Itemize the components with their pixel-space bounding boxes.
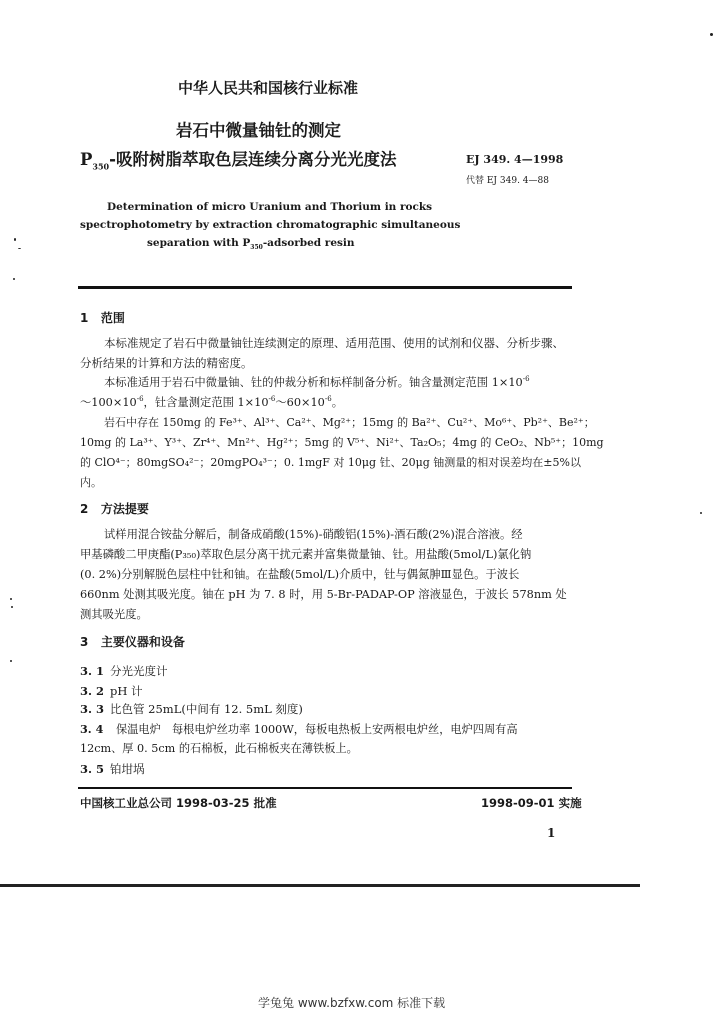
- section-2-number: 2: [80, 502, 89, 516]
- s1-p2-a: 本标准适用于岩石中微量铀、钍的仲裁分析和标样制备分析。铀含量测定范围 1×10: [104, 376, 523, 389]
- standard-code: EJ 349. 4—1998: [466, 153, 564, 166]
- section-2-heading: [80, 500, 149, 517]
- s1-p2-sup1: -6: [522, 375, 530, 384]
- watermark-text: 学兔兔 www.bzfxw.com 标准下载: [258, 996, 446, 1010]
- item-number: 3. 3: [80, 702, 105, 716]
- english-title-line-3-sub: 350: [250, 244, 263, 252]
- scan-speck: [13, 278, 15, 280]
- item-text: pH 计: [110, 684, 143, 698]
- section-3-number: 3: [80, 635, 89, 649]
- item-text: 保温电炉 每根电炉丝功率 1000W，每板电热板上安两根电炉丝，电炉四周有高: [116, 723, 518, 736]
- title-line-1: 岩石中微量铀钍的测定: [176, 121, 341, 140]
- section-2-line-2: 甲基磷酸二甲庚酯(P₃₅₀)萃取色层分离干扰元素并富集微量铀、钍。用盐酸(5mol/L)氯化钠: [80, 548, 532, 561]
- s1-p2-sup3: -6: [268, 395, 276, 404]
- org-standard-heading: 中华人民共和国核行业标准: [178, 79, 359, 97]
- scan-speck: [11, 606, 13, 608]
- section-3-item-1: [80, 661, 168, 681]
- english-title-line-2: spectrophotometry by extraction chromatographic simultaneous: [80, 219, 461, 231]
- section-1-paragraph-2-line-2: [80, 393, 343, 413]
- section-2-title: 方法提要: [100, 502, 149, 516]
- page-number: 1: [547, 826, 556, 840]
- section-3-item-4-continued: 12cm、厚 0. 5cm 的石棉板，此石棉板夹在薄铁板上。: [80, 742, 358, 755]
- item-text: 分光光度计: [110, 664, 168, 678]
- english-title-line-3: [147, 237, 355, 252]
- approval-line: 中国核工业总公司 1998-03-25 批准: [80, 796, 277, 810]
- replaces-code: 代替 EJ 349. 4—88: [466, 176, 549, 186]
- section-1-paragraph-3-line-1: 岩石中存在 150mg 的 Fe³⁺、Al³⁺、Ca²⁺、Mg²⁺；15mg 的 Ba²⁺、Cu²⁺、Mo⁶⁺、Pb²⁺、Be²⁺；: [104, 416, 595, 429]
- title-line-2-text: -吸附树脂萃取色层连续分离分光光度法: [109, 150, 397, 169]
- section-3-item-3: [80, 699, 303, 719]
- section-2-line-4: 660nm 处测其吸光度。铀在 pH 为 7. 8 时，用 5-Br-PADAP-OP 溶液显色，于波长 578nm 处: [80, 588, 567, 601]
- section-1-paragraph-2-line-1: [104, 373, 530, 393]
- item-text: 比色管 25mL(中间有 12. 5mL 刻度): [110, 702, 303, 716]
- item-number: 3. 1: [80, 664, 105, 678]
- title-p-letter: P: [80, 150, 93, 169]
- section-3-item-2: [80, 681, 143, 701]
- english-title-line-3-pre: separation with P: [147, 237, 251, 249]
- s1-p2-e: 。: [331, 396, 344, 409]
- s1-p2-b: ～100×10: [80, 396, 137, 409]
- section-1-paragraph-1: 本标准规定了岩石中微量铀钍连续测定的原理、适用范围、使用的试剂和仪器、分析步骤、分析结果的计算和方法的精密度。: [80, 336, 564, 370]
- section-1-paragraph-3-line-2: 10mg 的 La³⁺、Y³⁺、Zr⁴⁺、Mn²⁺、Hg²⁺；5mg 的 V⁵⁺、Ni²⁺、Ta₂O₅；4mg 的 CeO₂、Nb⁵⁺；10mg: [80, 436, 604, 449]
- section-2-line-5: 测其吸光度。: [80, 608, 148, 621]
- scan-speck: [710, 33, 713, 36]
- effective-line: 1998-09-01 实施: [481, 796, 582, 810]
- title-p-subscript: 350: [92, 161, 110, 172]
- item-number: 3. 5: [80, 762, 105, 776]
- english-title-line-3-post: -adsorbed resin: [262, 237, 355, 249]
- section-2-line-3: (0. 2%)分别解脱色层柱中钍和铀。在盐酸(5mol/L)介质中，钍与偶氮胂Ⅲ显色。于波长: [80, 568, 520, 581]
- item-number: 3. 4: [80, 722, 104, 736]
- item-text: 铂坩埚: [110, 762, 145, 776]
- s1-p2-sup4: -6: [324, 395, 332, 404]
- item-number: 3. 2: [80, 684, 105, 698]
- section-1-heading: [80, 309, 125, 326]
- scan-speck: [700, 512, 702, 514]
- scan-speck: [14, 238, 16, 241]
- scan-speck: [10, 660, 12, 662]
- section-3-item-4: [80, 719, 518, 740]
- section-3-item-5: [80, 759, 145, 779]
- title-line-2: [80, 146, 396, 170]
- s1-p2-d: ～60×10: [275, 396, 325, 409]
- section-3-heading: [80, 633, 185, 650]
- footer-divider: [78, 787, 572, 789]
- scan-speck: [10, 598, 12, 600]
- section-1-title: 范围: [100, 311, 125, 325]
- s1-p2-sup2: -6: [136, 395, 144, 404]
- section-3-title: 主要仪器和设备: [100, 635, 185, 649]
- section-1-paragraph-3-line-4: 内。: [80, 476, 102, 489]
- scan-edge-line: [0, 884, 640, 887]
- section-2-line-1: 试样用混合铵盐分解后，制备成硝酸(15%)-硝酸铝(15%)-酒石酸(2%)混合溶液。经: [104, 528, 523, 541]
- scan-speck: [18, 248, 21, 249]
- s1-p2-c: ，钍含量测定范围 1×10: [143, 396, 269, 409]
- section-1-number: 1: [80, 311, 89, 325]
- header-divider: [78, 286, 572, 289]
- section-1-paragraph-3-line-3: 的 ClO⁴⁻；80mgSO₄²⁻；20mgPO₄³⁻；0. 1mgF 对 10μg 钍、20μg 铀测量的相对误差均在±5%以: [80, 456, 581, 469]
- english-title-line-1: Determination of micro Uranium and Thorium in rocks: [107, 201, 433, 213]
